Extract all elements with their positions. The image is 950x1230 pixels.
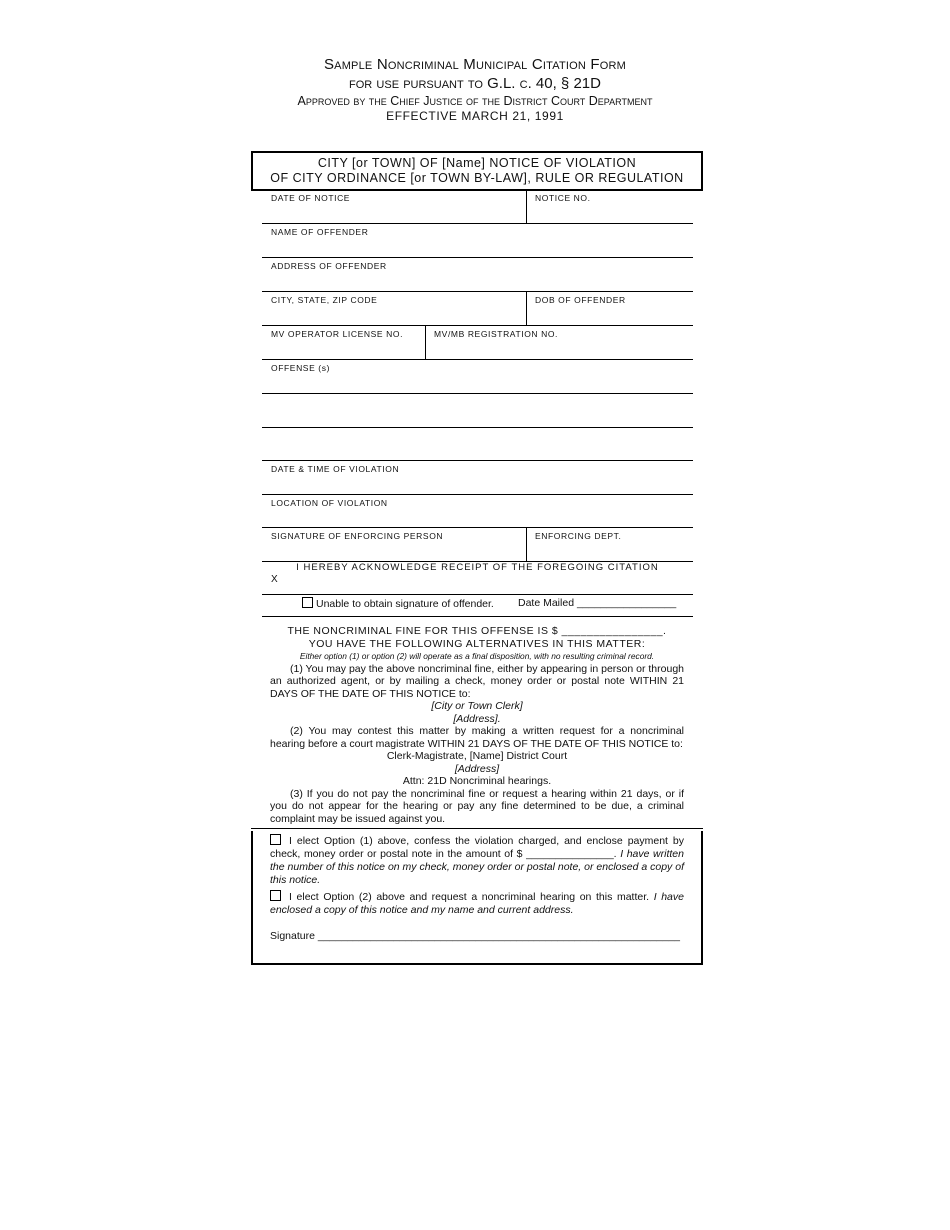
name-of-offender-field[interactable] — [262, 224, 693, 258]
unable-sign-checkbox[interactable] — [302, 597, 313, 608]
fine-line: THE NONCRIMINAL FINE FOR THIS OFFENSE IS $ ________________. — [287, 625, 667, 637]
unable-sign-group — [302, 597, 494, 610]
city-clerk: [City or Town Clerk] — [431, 700, 523, 712]
date-of-notice-label: DATE OF NOTICE — [271, 193, 351, 203]
citation-form — [251, 151, 703, 965]
elect-option-1-italic: I have written the number of this notice on my check, money order or postal note, or enclosed a copy of this notice. — [270, 848, 684, 886]
notice-no-label: NOTICE NO. — [535, 193, 591, 203]
divider — [526, 190, 527, 224]
unable-sign-label: Unable to obtain signature of offender. — [316, 598, 494, 610]
alternatives-heading: YOU HAVE THE FOLLOWING ALTERNATIVES IN THIS MATTER: — [308, 637, 646, 650]
option-2-text: (2) You may contest this matter by making a written request for a noncriminal hearing before a court magistrate WITHIN 21 DAYS OF THE DATE OF THIS NOTICE to: — [270, 725, 684, 750]
elect-option-2-text: I elect Option (2) above and request a noncriminal hearing on this matter. — [289, 891, 650, 903]
divider — [526, 292, 527, 326]
attn-line: Attn: 21D Noncriminal hearings. — [402, 775, 552, 787]
location-violation-field[interactable] — [262, 495, 693, 528]
offenses-field[interactable] — [262, 360, 693, 394]
form-header — [0, 56, 950, 124]
offenses-line-2[interactable] — [262, 394, 693, 428]
enforcing-dept-label: ENFORCING DEPT. — [535, 531, 622, 541]
location-violation-label: LOCATION OF VIOLATION — [271, 498, 388, 508]
address-2: [Address] — [454, 762, 500, 775]
notice-divider — [251, 828, 703, 829]
row-license-registration — [262, 326, 693, 360]
dob-label: DOB OF OFFENDER — [535, 295, 626, 305]
offenses-label: OFFENSE (s) — [271, 363, 331, 373]
elect-option-2-italic: I have enclosed a copy of this notice and my name and current address. — [270, 891, 684, 916]
date-mailed: Date Mailed _________________ — [518, 597, 677, 609]
form-title — [253, 153, 701, 189]
mv-license-label: MV OPERATOR LICENSE NO. — [271, 329, 404, 339]
elect-option-2-checkbox[interactable] — [270, 890, 281, 901]
header-title: Sample Noncriminal Municipal Citation Form — [323, 56, 627, 73]
elect-option-1-text: I elect Option (1) above, confess the violation charged, and enclose payment by check, money order or postal note in the amount of $ _______________. — [270, 835, 684, 860]
row-date-notice — [262, 190, 693, 224]
unable-sign-row — [262, 595, 693, 617]
address-1: [Address]. — [453, 712, 501, 725]
header-approval: Approved by the Chief Justice of the District Court Department — [297, 93, 653, 108]
row-city-dob — [262, 292, 693, 326]
city-state-zip-label: CITY, STATE, ZIP CODE — [271, 295, 378, 305]
elect-option-2 — [270, 890, 684, 917]
divider — [425, 326, 426, 360]
x-signature-mark: X — [271, 574, 278, 585]
acknowledge-text: I HEREBY ACKNOWLEDGE RECEIPT OF THE FOREGOING CITATION — [296, 562, 659, 573]
address-of-offender-field[interactable] — [262, 258, 693, 292]
form-title-line1: CITY [or TOWN] OF [Name] NOTICE OF VIOLATION — [317, 156, 637, 170]
option-1-text: (1) You may pay the above noncriminal fine, either by appearing in person or through an authorized agent, or by mailing a check, money order or postal note WITHIN 21 DAYS OF THE DATE OF THIS NOTICE to: — [270, 662, 684, 700]
date-time-violation-label: DATE & TIME OF VIOLATION — [271, 464, 400, 474]
header-effective-date: EFFECTIVE MARCH 21, 1991 — [386, 109, 564, 124]
left-gap — [250, 191, 253, 831]
notice-spacer — [262, 789, 693, 829]
signature-enforcing-label: SIGNATURE OF ENFORCING PERSON — [271, 531, 444, 541]
signature-line[interactable]: Signature ______________________________________________________________ — [270, 930, 680, 942]
clerk-magistrate: Clerk-Magistrate, [Name] District Court — [386, 750, 568, 762]
either-option-note: Either option (1) or option (2) will operate as a final disposition, with no resulting criminal record. — [299, 651, 655, 661]
right-gap — [701, 191, 704, 831]
name-of-offender-label: NAME OF OFFENDER — [271, 227, 369, 237]
registration-label: MV/MB REGISTRATION NO. — [434, 329, 559, 339]
option-3-text: (3) If you do not pay the noncriminal fine or request a hearing within 21 days, or if you do not appear for the hearing or pay any fine determined to be due, a criminal complaint may be issued against you. — [270, 787, 684, 825]
elect-option-1-checkbox[interactable] — [270, 834, 281, 845]
form-title-line2: OF CITY ORDINANCE [or TOWN BY-LAW], RULE OR REGULATION — [270, 171, 684, 185]
offenses-line-3[interactable] — [262, 428, 693, 461]
address-of-offender-label: ADDRESS OF OFFENDER — [271, 261, 387, 271]
header-statute: for use pursuant to G.L. c. 40, § 21D — [349, 74, 601, 92]
acknowledge-row — [262, 562, 693, 595]
elect-option-1 — [270, 834, 684, 887]
divider — [526, 528, 527, 562]
row-signature-dept — [262, 528, 693, 562]
date-time-violation-field[interactable] — [262, 461, 693, 495]
